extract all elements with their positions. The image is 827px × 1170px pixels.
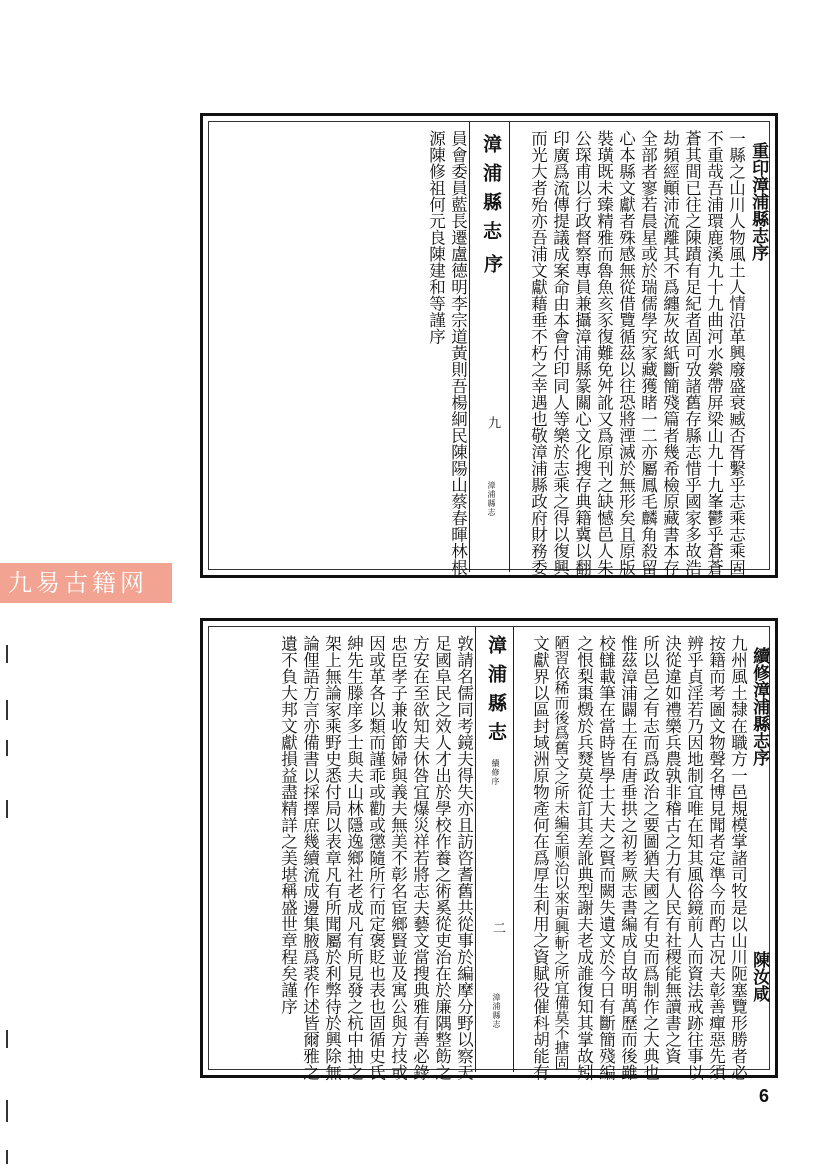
scan-edge-mark	[6, 800, 8, 818]
bottom-text-line: 決從違如禮樂兵農孰非稽古之力有人民有社稷能無讀書之資	[662, 635, 682, 1064]
bottom-text-line: 陋習依稀而後爲舊文之所未編至順治以來更興斬之所宜備莫不搪固	[552, 635, 571, 1070]
bottom-spine-title: 漳浦縣志	[485, 635, 507, 751]
bottom-text-line: 按籍而考圖文物聲名博見聞者定準今而酌古况夫彰善癉惡先須	[706, 635, 726, 1081]
bottom-preface-title: 續修漳浦縣志序	[749, 647, 770, 766]
bottom-text-line: 校讎載筆在當時皆學士大夫之賢而闕失遺文於今日有斷簡殘編	[596, 635, 616, 1081]
bottom-page-panel	[200, 618, 778, 1081]
scan-edge-mark	[6, 1030, 8, 1048]
top-text-line: 而光大者殆亦吾浦文獻藉垂不朽之幸遇也敬漳浦縣政府財務委	[528, 130, 548, 576]
scan-edge-mark	[6, 700, 8, 720]
top-text-line: 蒼其間已往之陳蹟有足紀者固可攷諸舊存縣志惜乎國家多故浩	[682, 130, 702, 576]
bottom-text-line: 足國阜民之效人才出於學校作養之術奚從吏治在於廉隅整飭之	[432, 635, 452, 1081]
bottom-text-line: 敦請名儒同考鏡夫得失亦且訪咨耆舊共從事於編摩分野以察天	[454, 635, 474, 1081]
top-text-line: 裝璜既未臻精雅而魯魚亥豕復難免舛訛又爲原刊之缺憾邑人朱	[594, 130, 614, 576]
top-preface-title: 重印漳浦縣志序	[748, 142, 769, 261]
bottom-text-line: 所以邑之有志而爲政治之要圖猶夫國之有史而爲制作之大典也	[640, 635, 660, 1081]
bottom-spine-divider-right	[513, 627, 514, 1072]
top-spine-section: 序	[481, 254, 503, 283]
top-text-line: 印廣爲流傳提議成案命由本會付印同人等樂於志乘之得以復興	[550, 130, 570, 576]
bottom-text-line: 論俚語方言亦備書以採擇庶幾續流成邊集腋爲裘作述皆爾雅之	[300, 635, 320, 1081]
bottom-text-line: 架上無論家乘野史悉付局以表章凡有所聞屬於利弊待於興除無	[322, 635, 342, 1081]
bottom-spine-footer: 漳浦縣志	[492, 993, 501, 1029]
top-text-line: 全部者寥若晨星或於瑞儒學究家藏獲睹一二亦屬鳳毛麟角殺留	[638, 130, 658, 576]
top-text-line: 劫頻經顚沛流離其不爲纏灰故紙斷簡殘篇者幾希檢原藏書本存	[660, 130, 680, 576]
site-watermark: 九易古籍网	[0, 563, 172, 603]
top-text-line: 公琛甫以行政督察專員兼攝漳浦縣篆關心文化搜存典籍冀以翻	[572, 130, 592, 576]
bottom-text-line: 因或革各以類而謹乖或勸或懲隨所行而定褒貶也表也固循史氏	[366, 635, 386, 1081]
bottom-text-line: 方安在至欲知夫休咎宜爆災祥若將志夫藝文當搜典雅有善必錄	[410, 635, 430, 1081]
top-text-line: 一縣之山川人物風土人情沿革興廢盛衰臧否胥繫乎志乘志乘固	[726, 130, 746, 576]
scan-edge-mark	[6, 1150, 8, 1164]
bottom-text-line: 文獻界以區封域洲原物產何在爲厚生利用之資賦役催科胡能有	[530, 635, 550, 1081]
scan-edge-mark	[6, 740, 8, 756]
top-text-line: 不重哉吾浦環鹿溪九十九曲河水縈帶屏梁山九十九峯鬱乎蒼蒼	[704, 130, 724, 576]
bottom-text-line: 忠臣孝子兼收節婦與義夫無美不彰名宦鄉賢並及寓公與方技或	[388, 635, 408, 1081]
page-number: 6	[758, 1086, 769, 1106]
bottom-spine-divider-left	[475, 627, 476, 1072]
top-text-line: 源陳修祖何元良陳建和等謹序	[426, 130, 446, 345]
top-spine-footer: 漳浦縣志	[487, 481, 496, 517]
top-spine-divider-right	[509, 122, 510, 572]
bottom-text-line: 辨乎貞淫若乃因地制宜唯在知其風俗鏡前人而資法戒跡往事以	[684, 635, 704, 1081]
bottom-spine-page: 二	[490, 921, 505, 934]
bottom-text-line: 惟茲漳浦闢土在有唐垂拱之初考厥志書編成自故明萬歷而後雖	[618, 635, 638, 1081]
bottom-text-line: 之恨梨棗燬於兵燹莫從訂其差訛典型謝夫老成誰復知其掌故矧	[574, 635, 594, 1081]
top-spine-divider-left	[469, 122, 470, 572]
top-text-line: 心本縣文獻者殊感無從借覽循茲以往恐將湮滅於無形矣且原版	[616, 130, 636, 576]
top-page-panel	[200, 113, 778, 578]
top-spine-title: 漳浦縣志	[480, 134, 502, 250]
scan-edge-mark	[6, 645, 8, 663]
bottom-preface-author: 陳汝咸	[749, 951, 770, 1002]
scan-edge-mark	[6, 1100, 8, 1122]
top-text-line: 員會委員藍長遷盧德明李宗道黃則吾楊絅民陳陽山蔡春暉林根	[448, 130, 468, 576]
bottom-spine-section: 續修序	[491, 759, 500, 786]
top-spine-page: 九	[485, 416, 500, 429]
bottom-text-line: 遺不負大邦文獻損益盡精詳之美堪稱盛世章程矣謹序	[278, 635, 298, 1015]
bottom-text-line: 九州風土隸在職方一邑規模掌諸司牧是以山川阨塞覽形勝者必	[728, 635, 748, 1081]
bottom-text-line: 紳先生滕庠多士與夫山林隱逸鄉社老成凡有所見發之杭中抽之	[344, 635, 364, 1081]
